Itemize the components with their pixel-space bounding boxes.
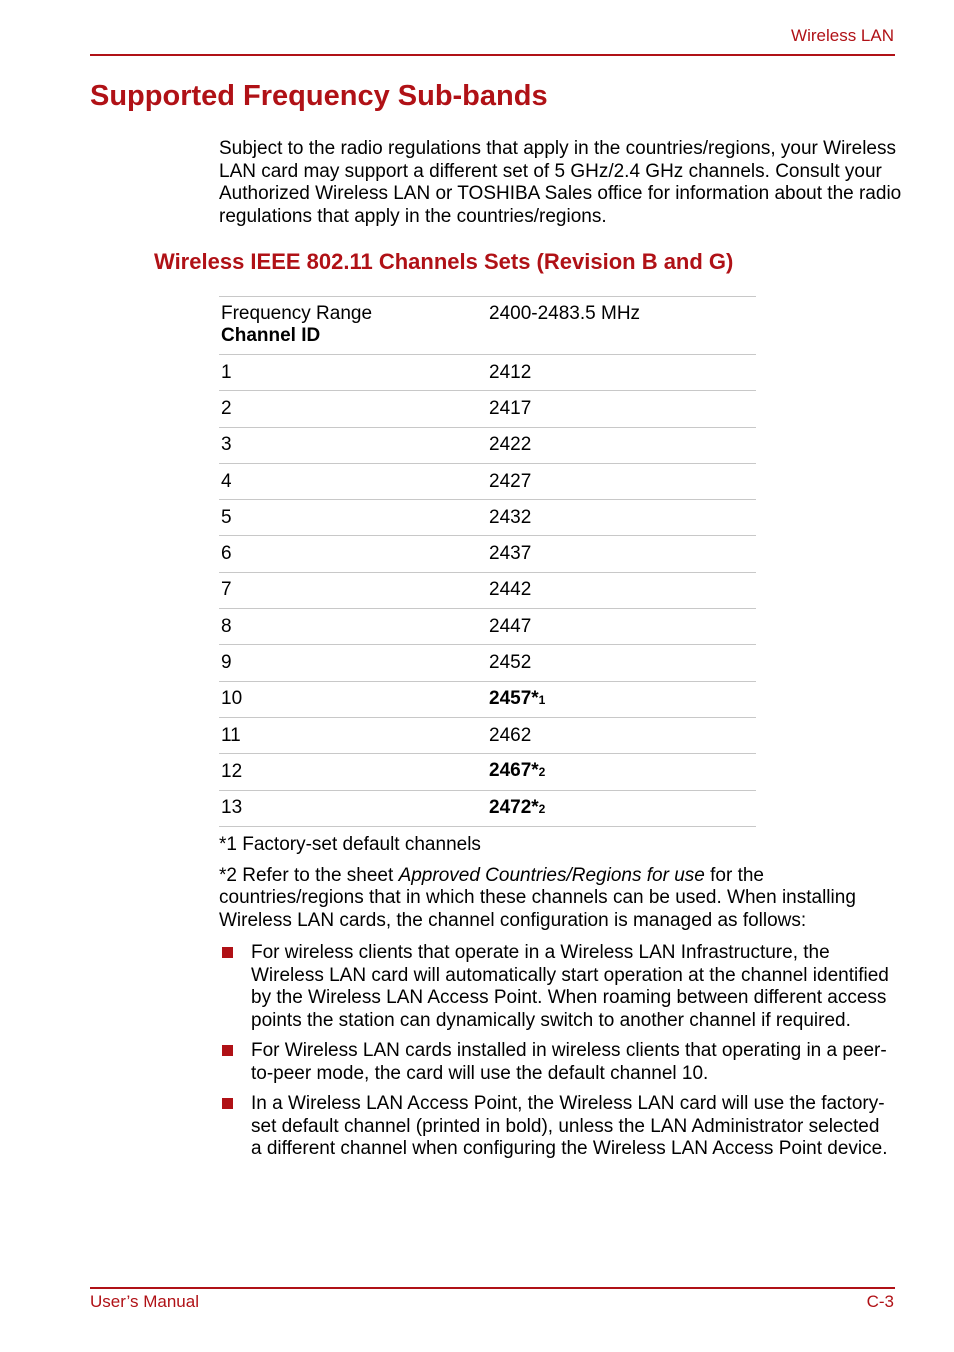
footnote-2-suffix: for the countries/regions that in which these channels can be used. When installing Wireless LAN cards, the channel configuration is managed as follows: (219, 864, 856, 931)
bullet-text: In a Wireless LAN Access Point, the Wireless LAN card will use the factory-set default channel (printed in bold), unless the LAN Administrator selected a different channel when configuring the Wireless LAN Access Point device. (251, 1093, 888, 1159)
frequency-cell: 2412 (487, 355, 756, 391)
channel-id-cell: 8 (219, 609, 487, 645)
channel-id-label: Channel ID (221, 325, 321, 346)
footnote-marker: 2 (538, 765, 546, 780)
frequency-cell: 2427 (487, 463, 756, 499)
square-bullet-icon (222, 947, 233, 958)
page-title: Supported Frequency Sub-bands (90, 80, 548, 112)
frequency-cell (487, 790, 756, 826)
footer-rule (90, 1287, 895, 1289)
frequency-cell: 2462 (487, 717, 756, 753)
channel-id-cell: 3 (219, 427, 487, 463)
table-row (219, 391, 756, 427)
bullet-text: For wireless clients that operate in a Wireless LAN Infrastructure, the Wireless LAN card will automatically start operation at the channel identified by the Wireless LAN Access Point. When roaming between different access points the station can dynamically switch to another channel if required. (251, 942, 889, 1031)
frequency-cell: 2432 (487, 500, 756, 536)
table-row (219, 536, 756, 572)
header-rule (90, 54, 895, 56)
bullet-item (219, 942, 889, 1032)
table-row (219, 463, 756, 499)
default-frequency-value: 2472* (489, 796, 539, 818)
footnote-1: *1 Factory-set default channels (219, 834, 481, 855)
frequency-cell: 2452 (487, 645, 756, 681)
channel-id-cell: 4 (219, 463, 487, 499)
frequency-cell: 2442 (487, 572, 756, 608)
footnote-marker: 2 (538, 801, 546, 816)
bullet-item (219, 1093, 889, 1161)
table-row (219, 609, 756, 645)
bullet-item (219, 1040, 889, 1085)
table-row (219, 645, 756, 681)
channel-id-cell: 5 (219, 500, 487, 536)
footnote-marker: 1 (538, 692, 546, 707)
channel-id-cell: 2 (219, 391, 487, 427)
header-label-cell (219, 297, 487, 355)
channel-id-cell: 12 (219, 754, 487, 790)
channel-id-cell: 11 (219, 717, 487, 753)
frequency-cell (487, 681, 756, 717)
page-number: C-3 (866, 1292, 894, 1311)
frequency-cell: 2437 (487, 536, 756, 572)
table-row (219, 500, 756, 536)
running-header: Wireless LAN (791, 26, 894, 45)
frequency-range-label: Frequency Range (221, 303, 373, 324)
frequency-range-value: 2400-2483.5 MHz (487, 297, 756, 355)
footnotes (219, 834, 889, 1169)
channel-id-cell: 9 (219, 645, 487, 681)
channel-id-cell: 13 (219, 790, 487, 826)
square-bullet-icon (222, 1045, 233, 1056)
channel-id-cell: 10 (219, 681, 487, 717)
channel-id-cell: 1 (219, 355, 487, 391)
channel-id-cell: 6 (219, 536, 487, 572)
table-row (219, 790, 756, 826)
table-row (219, 754, 756, 790)
table-row (219, 717, 756, 753)
channel-table (219, 296, 756, 827)
footnote-2 (219, 865, 889, 933)
frequency-cell: 2422 (487, 427, 756, 463)
default-frequency-value: 2467* (489, 760, 539, 782)
footer-manual-title: User’s Manual (90, 1292, 199, 1311)
frequency-cell: 2417 (487, 391, 756, 427)
table-header-row (219, 297, 756, 355)
default-frequency-value: 2457* (489, 687, 539, 709)
footnote-2-sheet-title: Approved Countries/Regions for use (398, 864, 705, 886)
intro-paragraph: Subject to the radio regulations that apply in the countries/regions, your Wireless LAN card may support a different set of 5 GHz/2.4 GHz channels. Consult your Authorized Wireless LAN or TOSHIBA Sales office for information about the radio regulations that apply in the countries/regions. (219, 138, 902, 227)
table-heading: Wireless IEEE 802.11 Channels Sets (Revision B and G) (154, 249, 734, 274)
square-bullet-icon (222, 1098, 233, 1109)
bullet-text: For Wireless LAN cards installed in wireless clients that operating in a peer-to-peer mode, the card will use the default channel 10. (251, 1040, 887, 1084)
footnote-2-prefix: *2 Refer to the sheet (219, 864, 399, 886)
channel-id-cell: 7 (219, 572, 487, 608)
frequency-cell (487, 754, 756, 790)
bullet-list (219, 942, 889, 1161)
table-row (219, 355, 756, 391)
table-row (219, 681, 756, 717)
table-row (219, 427, 756, 463)
frequency-cell: 2447 (487, 609, 756, 645)
table-row (219, 572, 756, 608)
